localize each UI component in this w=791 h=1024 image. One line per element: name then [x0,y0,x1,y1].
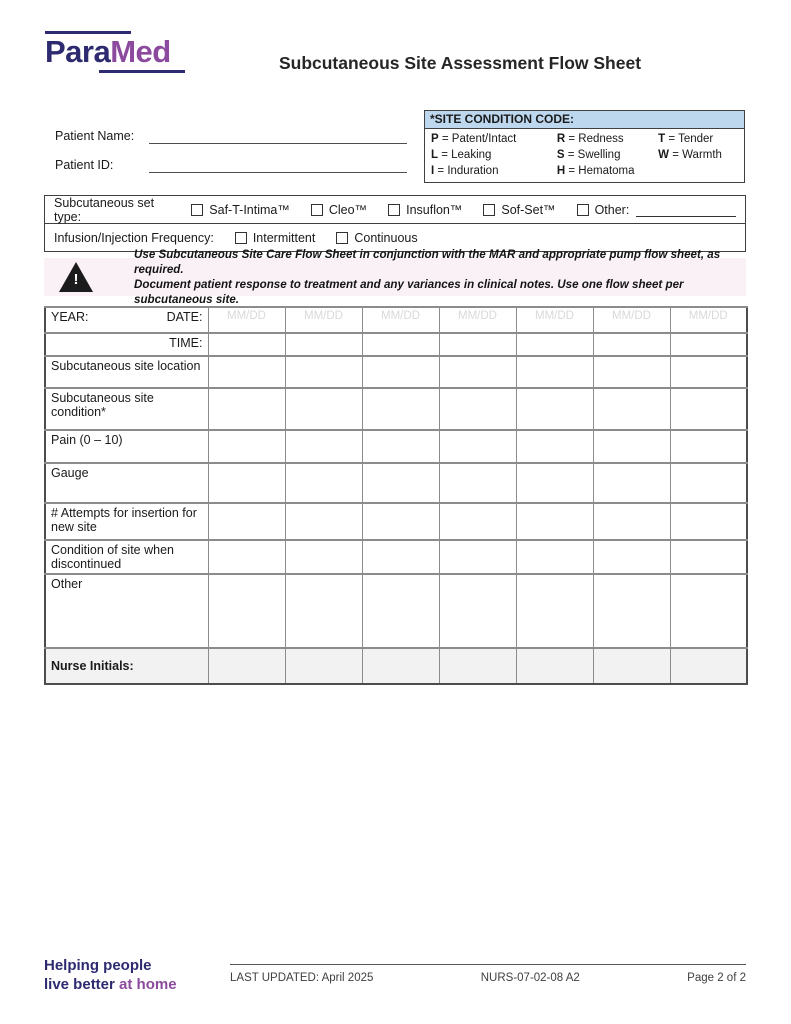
table-row-site-condition [45,388,747,430]
footer-doc-id: NURS-07-02-08 A2 [480,972,580,984]
checkbox-icon[interactable] [235,232,247,244]
warning-text [134,247,746,307]
entry-cell[interactable] [208,463,285,503]
row-label: Other [45,574,208,648]
code-item [557,131,658,147]
code-key: R [556,133,566,145]
logo-text-med: Med [110,34,171,69]
checkbox-icon[interactable] [388,204,400,216]
checkbox-saf-t-intima[interactable] [191,203,290,217]
footer-page-number: Page 2 of 2 [687,972,746,984]
entry-cell[interactable] [362,574,439,648]
checkbox-label: Sof-Set™ [501,202,556,217]
entry-cell[interactable] [362,356,439,388]
code-key: W [658,149,670,161]
checkbox-intermittent[interactable] [235,231,316,245]
code-item [557,147,658,163]
code-column-3 [658,131,738,179]
time-cell[interactable] [208,333,285,356]
code-desc: = Swelling [567,149,621,161]
entry-cell[interactable] [439,540,516,574]
patient-id-label: Patient ID: [55,158,114,172]
entry-cell[interactable] [670,388,747,430]
row-label: # Attempts for insertion for new site [45,503,208,540]
entry-cell[interactable] [439,430,516,463]
table-row-attempts [45,503,747,540]
warning-icon-glyph: ! [73,271,79,288]
patient-id-input[interactable] [149,157,407,173]
entry-cell[interactable] [439,648,516,684]
code-desc: = Hematoma [568,165,635,177]
checkbox-label: Other: [594,202,630,217]
time-label-cell [45,333,208,356]
row-label: Subcutaneous site condition* [45,388,208,430]
time-cell[interactable] [593,333,670,356]
table-row-site-location [45,356,747,388]
entry-cell[interactable] [208,356,285,388]
date-label: DATE: [166,310,203,324]
checkbox-label: Cleo™ [328,202,368,217]
tagline-line-2-dark: live better [44,976,115,993]
time-label: TIME: [169,336,203,350]
entry-cell[interactable] [285,463,362,503]
date-cell[interactable]: MM/DD [439,307,516,333]
entry-cell[interactable] [208,574,285,648]
year-date-label-cell [45,307,208,333]
set-type-label: Subcutaneous set type: [54,195,155,224]
code-desc: = Patent/Intact [441,133,517,145]
entry-cell[interactable] [362,463,439,503]
entry-cell[interactable] [208,430,285,463]
code-item [431,147,557,163]
patient-name-row [55,128,407,144]
table-row-other [45,574,747,648]
nurse-initials-label: Nurse Initials: [45,648,208,684]
entry-cell[interactable] [670,648,747,684]
time-cell[interactable] [285,333,362,356]
logo-bottom-rule [99,70,185,73]
entry-cell[interactable] [208,540,285,574]
code-key: I [431,165,435,177]
frequency-label: Infusion/Injection Frequency: [54,230,214,245]
warning-line-1: Use Subcutaneous Site Care Flow Sheet in conjunction with the MAR and appropriate pump flow sheet, as required. [134,248,721,276]
entry-cell[interactable] [516,503,593,540]
entry-cell[interactable] [516,430,593,463]
entry-cell[interactable] [439,463,516,503]
checkbox-continuous[interactable] [336,231,417,245]
time-cell[interactable] [516,333,593,356]
code-item [431,131,557,147]
entry-cell[interactable] [362,430,439,463]
entry-cell[interactable] [439,388,516,430]
time-cell[interactable] [670,333,747,356]
entry-cell[interactable] [670,463,747,503]
table-row-condition-discontinued [45,540,747,574]
entry-cell[interactable] [362,388,439,430]
entry-cell[interactable] [670,574,747,648]
tagline-line-2-accent: at home [119,976,177,993]
entry-cell[interactable] [593,503,670,540]
entry-cell[interactable] [670,503,747,540]
entry-cell[interactable] [362,648,439,684]
entry-cell[interactable] [285,430,362,463]
date-cell[interactable]: MM/DD [516,307,593,333]
warning-icon [59,262,93,292]
checkbox-icon[interactable] [311,204,323,216]
footer-last-updated: LAST UPDATED: April 2025 [230,972,374,984]
assessment-table [44,306,748,685]
entry-cell[interactable] [516,356,593,388]
entry-cell[interactable] [362,503,439,540]
code-desc: = Leaking [441,149,492,161]
entry-cell[interactable] [285,503,362,540]
entry-cell[interactable] [285,648,362,684]
entry-cell[interactable] [439,574,516,648]
entry-cell[interactable] [362,540,439,574]
entry-cell[interactable] [285,356,362,388]
footer-meta [230,972,746,984]
entry-cell[interactable] [208,388,285,430]
checkbox-label: Intermittent [252,230,316,245]
entry-cell[interactable] [516,648,593,684]
table-row-gauge [45,463,747,503]
row-label: Gauge [45,463,208,503]
footer-divider [230,964,746,965]
date-cell[interactable]: MM/DD [670,307,747,333]
checkbox-label: Insuflon™ [406,202,463,217]
entry-cell[interactable] [593,574,670,648]
entry-cell[interactable] [285,574,362,648]
tagline-line-1: Helping people [44,957,152,974]
warning-line-2: Document patient response to treatment and any variances in clinical notes. Use one flow sheet per subcutaneous site. [134,278,684,306]
code-desc: = Warmth [672,149,722,161]
footer-tagline [44,956,177,994]
set-type-box [44,195,746,252]
code-item [431,163,557,179]
entry-cell[interactable] [670,356,747,388]
logo-text-para: Para [45,34,111,69]
site-condition-code-body [425,129,744,182]
logo-wordmark [45,36,185,69]
entry-cell[interactable] [593,356,670,388]
code-desc: = Redness [568,133,624,145]
entry-cell[interactable] [208,648,285,684]
entry-cell[interactable] [593,648,670,684]
code-key: S [556,149,565,161]
entry-cell[interactable] [516,463,593,503]
entry-cell[interactable] [593,463,670,503]
checkbox-cleo[interactable] [311,203,367,217]
date-cell[interactable]: MM/DD [593,307,670,333]
set-type-other-input[interactable] [636,202,736,217]
entry-cell[interactable] [670,430,747,463]
entry-cell[interactable] [208,503,285,540]
code-item [658,147,738,163]
code-key: P [431,133,439,145]
site-condition-code-header: *SITE CONDITION CODE: [425,111,744,129]
checkbox-insuflon[interactable] [388,203,462,217]
entry-cell[interactable] [516,388,593,430]
checkbox-label: Saf-T-Intima™ [209,202,290,217]
page-title: Subcutaneous Site Assessment Flow Sheet [278,53,642,73]
checkbox-icon[interactable] [483,204,495,216]
table-row-date [45,307,747,333]
checkbox-sof-set[interactable] [483,203,555,217]
code-key: L [431,149,439,161]
table-row-time [45,333,747,356]
date-cell[interactable]: MM/DD [208,307,285,333]
date-cell[interactable]: MM/DD [285,307,362,333]
entry-cell[interactable] [439,503,516,540]
set-type-row [45,196,745,223]
checkbox-icon[interactable] [577,204,589,216]
checkbox-icon[interactable] [336,232,348,244]
code-desc: = Tender [668,133,714,145]
code-item [658,131,738,147]
entry-cell[interactable] [593,430,670,463]
entry-cell[interactable] [285,388,362,430]
date-cell[interactable]: MM/DD [362,307,439,333]
table-row-pain [45,430,747,463]
entry-cell[interactable] [670,540,747,574]
patient-name-label: Patient Name: [55,129,135,143]
row-label: Condition of site when discontinued [45,540,208,574]
paramed-logo [45,31,185,73]
code-key: T [658,133,666,145]
entry-cell[interactable] [593,388,670,430]
entry-cell[interactable] [439,356,516,388]
time-cell[interactable] [439,333,516,356]
time-cell[interactable] [362,333,439,356]
code-column-1 [431,131,557,179]
code-key: H [556,165,566,177]
code-desc: = Induration [437,165,499,177]
patient-id-row [55,157,407,173]
site-condition-code-box [424,110,745,183]
code-column-2 [557,131,658,179]
patient-name-input[interactable] [149,128,407,144]
code-item [557,163,658,179]
checkbox-label: Continuous [354,230,418,245]
entry-cell[interactable] [593,540,670,574]
year-label: YEAR: [51,310,89,324]
entry-cell[interactable] [285,540,362,574]
row-label: Pain (0 – 10) [45,430,208,463]
entry-cell[interactable] [516,574,593,648]
entry-cell[interactable] [516,540,593,574]
checkbox-other[interactable] [577,203,630,217]
warning-banner [44,248,746,306]
row-label: Subcutaneous site location [45,356,208,388]
table-row-nurse-initials [45,648,747,684]
checkbox-icon[interactable] [191,204,203,216]
